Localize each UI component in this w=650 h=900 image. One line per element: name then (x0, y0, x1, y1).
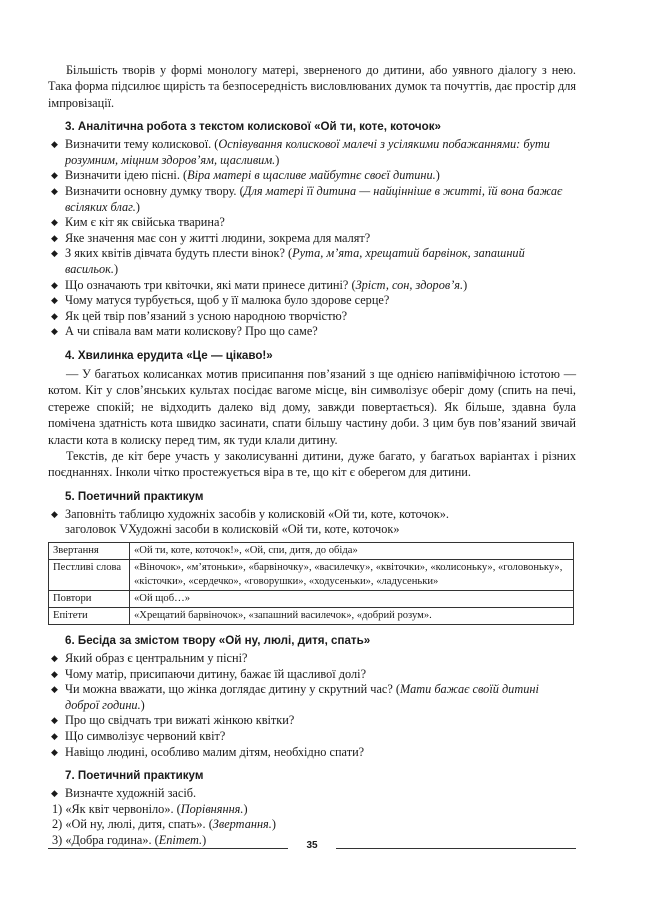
page-content (48, 62, 576, 849)
diamond-bullet-icon: ◆ (51, 170, 58, 181)
list-item (48, 246, 576, 277)
diamond-bullet-icon: ◆ (51, 279, 58, 290)
list-item-close: ) (113, 261, 119, 276)
list-item-text: А чи співала вам мати колискову? Про що саме? (65, 324, 318, 339)
list-item-close: ) (135, 199, 140, 214)
diamond-bullet-icon: ◆ (51, 668, 58, 679)
table-cell-device: Звертання (49, 542, 130, 559)
table-cell-examples: «Хрещатий барвіночок», «запашний василечок», «добрий розум». (130, 607, 574, 624)
list-item (48, 745, 576, 761)
list-item-text: Ким є кіт як свійська тварина? (65, 215, 225, 230)
list-item (48, 168, 576, 184)
table-cell-examples: «Віночок», «м’ятоньки», «барвіночку», «василечку», «квіточки», «колисоньку», «головоньку», «кісточки», «сердечко», «говорушки», «ходусеньки», «ладусеньки» (130, 559, 574, 590)
list-item (48, 215, 576, 231)
list-item (48, 231, 576, 247)
diamond-bullet-icon: ◆ (51, 652, 58, 663)
table-row (49, 542, 574, 559)
item-answer: Епітет. (158, 832, 203, 847)
list-item (48, 667, 576, 683)
table-row (49, 590, 574, 607)
list-item-text: Яке значення має сон у житті людини, зокрема для малят? (65, 230, 371, 245)
list-item-text: Як цей твір пов’язаний з усною народною творчістю? (65, 308, 348, 323)
section-7-task: Визначте художній засіб. (65, 786, 197, 801)
section-6-heading: 6. Бесіда за змістом твору «Ой ну, люлі, дитя, спать» (65, 633, 371, 647)
devices-table (48, 542, 574, 625)
diamond-bullet-icon: ◆ (51, 310, 58, 321)
table-cell-device: Епітети (49, 607, 130, 624)
section-6-list (48, 651, 576, 760)
list-item-answer: Для матері її дитина — найцінніше в житті, їй вона бажає всіляких благ. (65, 184, 563, 214)
list-item (48, 293, 576, 309)
list-item (48, 729, 576, 745)
section-3-heading: 3. Аналітична робота з текстом колискової «Ой ти, коте, коточок» (65, 120, 441, 134)
diamond-bullet-icon: ◆ (51, 715, 58, 726)
diamond-bullet-icon: ◆ (51, 248, 58, 259)
numbered-item: 1) «Як квіт червоніло». (Порівняння.) (52, 801, 248, 816)
table-cell-device: Повтори (49, 590, 130, 607)
list-item-answer: Рута, м’ята, хрещатий барвінок, запашний васильок. (65, 246, 525, 276)
list-item-text: Навіщо людині, особливо малим дітям, необхідно спати? (65, 744, 365, 759)
list-item-text: Який образ є центральним у пісні? (65, 650, 248, 665)
list-item-text: З яких квітів дівчата будуть плести вінок? ( (65, 246, 293, 261)
diamond-bullet-icon: ◆ (51, 217, 58, 228)
list-item-close: ) (435, 168, 440, 183)
list-item-text: Що символізує червоний квіт? (65, 728, 226, 743)
section-4-heading: 4. Хвилинка ерудита «Це — цікаво!» (65, 348, 273, 362)
list-item-text: Про що свідчать три вижаті жінкою квітки? (65, 713, 295, 728)
list-item (48, 278, 576, 294)
section-4-paragraph-1: — У багатьох колисанках мотив присипання пов’язаний з ще однією напівміфічною істотою — котом. Кіт у слов’янських культах посідає вагоме місце, він символізує оберіг дому (спить на печі, стереже спокій; не відходить далеко від дому, завжди повертається). Як більше, здавна була помічена здатність кота швидко засинати, спати більшу частину доби. З цим був пов’язаний звичай класти кота в колиску перед тим, як туди клали дитину. (48, 366, 576, 447)
item-number: 3) (52, 832, 63, 847)
table-cell-examples: «Ой ти, коте, коточок!», «Ой, спи, дитя, до обіда» (130, 542, 574, 559)
diamond-bullet-icon: ◆ (51, 139, 58, 150)
list-item (48, 309, 576, 325)
numbered-item: 2) «Ой ну, люлі, дитя, спать». (Звертання.) (52, 817, 276, 832)
numbered-item: 3) «Добра година». (Епітет.) (52, 832, 207, 847)
list-item-text: Визначити ідею пісні. ( (65, 168, 188, 183)
list-item-answer: Мати бажає своїй дитині доброї години. (65, 682, 539, 712)
list-item-close: ) (463, 277, 468, 292)
diamond-bullet-icon: ◆ (51, 232, 58, 243)
item-number: 2) (52, 817, 63, 832)
diamond-bullet-icon: ◆ (51, 295, 58, 306)
item-quote: «Ой ну, люлі, дитя, спать». (65, 817, 206, 832)
diamond-bullet-icon: ◆ (51, 730, 58, 741)
item-number: 1) (52, 801, 63, 816)
list-item (48, 184, 576, 215)
section-4-paragraph-2: Текстів, де кіт бере участь у заколисуванні дитини, дуже багато, у багатьох варіантах і різних поєднаннях. Інколи чітко простежується віра в те, що кіт є оберегом для дитини. (48, 448, 576, 480)
list-item-text: Визначити основну думку твору. ( (65, 184, 244, 198)
table-row (49, 559, 574, 590)
table-cell-examples: «Ой щоб…» (130, 590, 574, 607)
list-item (48, 651, 576, 667)
list-item (48, 324, 576, 340)
list-item-text: Що означають три квіточки, які мати принесе дитині? ( (65, 277, 356, 292)
table-caption: заголовок VХудожні засоби в колисковій «Ой ти, коте, коточок» (65, 522, 400, 537)
list-item (48, 786, 576, 802)
item-answer: Звертання. (212, 817, 272, 832)
list-item-answer: Віра матері в щасливе майбутнє своєї дитини. (187, 168, 436, 183)
list-item-text: Чи можна вважати, що жінка доглядає дитину у скрутний час? ( (65, 682, 401, 697)
diamond-bullet-icon: ◆ (51, 508, 58, 519)
list-item-text: Чому матір, присипаючи дитину, бажає їй щасливої долі? (65, 666, 367, 681)
item-quote: «Як квіт червоніло». (65, 801, 174, 816)
section-7-list (48, 786, 576, 802)
section-7-heading: 7. Поетичний практикум (65, 769, 204, 783)
page-footer (48, 840, 576, 856)
list-item-answer: Зріст, сон, здоров’я. (355, 277, 464, 292)
list-item-close: ) (275, 152, 280, 167)
section-3-list (48, 137, 576, 340)
diamond-bullet-icon: ◆ (51, 326, 58, 337)
section-5-heading: 5. Поетичний практикум (65, 489, 204, 503)
table-cell-device: Пестливі слова (49, 559, 130, 590)
diamond-bullet-icon: ◆ (51, 684, 58, 695)
table-row (49, 607, 574, 624)
item-answer: Порівняння. (180, 801, 244, 816)
footer-rule-right (336, 848, 576, 849)
diamond-bullet-icon: ◆ (51, 746, 58, 757)
list-item (48, 713, 576, 729)
diamond-bullet-icon: ◆ (51, 186, 58, 196)
section-5-task: Заповніть таблицю художніх засобів у колисковій «Ой ти, коте, коточок». (65, 506, 449, 521)
section-5-list (48, 507, 576, 523)
list-item (48, 507, 576, 523)
diamond-bullet-icon: ◆ (51, 788, 58, 799)
list-item-close: ) (140, 697, 145, 712)
list-item-text: Чому матуся турбується, щоб у її малюка було здорове серце? (65, 293, 390, 308)
page-number: 35 (306, 840, 318, 851)
list-item-text: Визначити тему колискової. ( (65, 137, 219, 152)
list-item (48, 682, 576, 713)
item-quote: «Добра година». (65, 832, 152, 847)
list-item (48, 137, 576, 168)
intro-paragraph: Більшість творів у формі монологу матері, зверненого до дитини, або уявного діалогу з нею. Така форма підсилює щирість та безпосередність висловлюваних думок та почуттів, дає простір для імпровізації. (48, 63, 576, 110)
list-item-answer: Оспівування колискової малечі з усілякими побажаннями: бути розумним, міцним здоров’ям, щасливим. (65, 137, 550, 167)
